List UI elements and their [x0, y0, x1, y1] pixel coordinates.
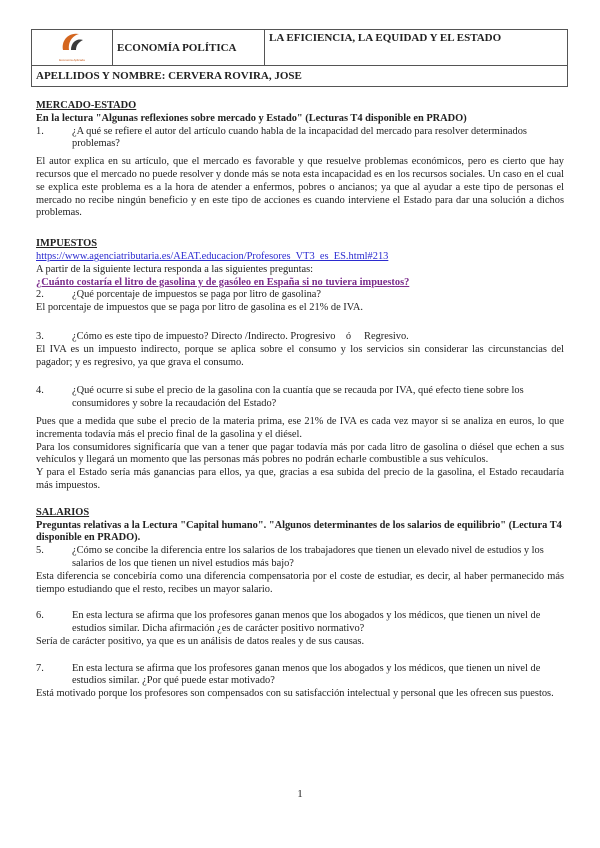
question-number: 1. [36, 125, 44, 137]
answer-3: El IVA es un impuesto indirecto, porque se aplica sobre el consumo y los servicios sin considerar las circunstancias del pagador; y es regresivo, ya que grava el consumo. [36, 343, 564, 368]
question-4 [36, 385, 564, 411]
logo-icon [59, 30, 85, 52]
logo-text: Economía Aplicada [59, 57, 85, 62]
question-text: En esta lectura se afirma que los profesores ganan menos que los abogados y los médicos, que tienen un nivel de estudios similar. ¿Por qué puede estar motivado? [72, 662, 541, 687]
question-number: 5. [36, 545, 44, 557]
question-text: ¿Cómo se concibe la diferencia entre los salarios de los trabajadores que tienen un elevado nivel de estudios y los salarios de los que tienen un nivel estudios más bajo? [72, 545, 544, 569]
question-number: 3. [36, 330, 44, 342]
answer-6: Sería de carácter positivo, ya que es un análisis de datos reales y de sus causas. [36, 635, 365, 647]
impuestos-intro: A partir de la siguiente lectura responda a las siguientes preguntas: [36, 263, 313, 275]
question-number: 4. [36, 385, 44, 397]
question-text: ¿Qué ocurre si sube el precio de la gasolina con la cuantía que se recauda por IVA, qué efecto tiene sobre los consumidores y sobre la recaudación del Estado? [72, 385, 524, 410]
answer-7: Está motivado porque los profesores son compensados con su satisfacción intelectual y personal que les ofrecen sus puestos. [36, 688, 554, 700]
section-title-mercado: MERCADO-ESTADO [36, 100, 137, 111]
answer-5: Esta diferencia se concebiría como una diferencia compensatoria por el coste de estudiar, es decir, al haber permanecido más tiempo estudiando que el resto, recibes un mayor salario. [36, 570, 564, 595]
salarios-reading: Preguntas relativas a la Lectura "Capital humano". "Algunos determinantes de los salarios de equilibrio" (Lectura T4 disponible en PRADO). [36, 519, 562, 544]
section-title-impuestos: IMPUESTOS [36, 238, 98, 250]
mercado-reading: En la lectura "Algunas reflexiones sobre mercado y Estado" (Lecturas T4 disponible en PRADO) [36, 112, 467, 124]
question-1 [36, 126, 564, 152]
document-body [36, 100, 564, 701]
answer-4-paragraph-1: Pues que a medida que sube el precio de la materia prima, ese 21% de IVA es cada vez mayor si se analiza en euros, lo que incrementa todavía más el precio final de la gasolina y el diésel. [36, 415, 564, 440]
question-number: 7. [36, 662, 44, 674]
answer-1: El autor explica en su artículo, que el mercado es favorable y que resuelve problemas económicos, pero es cierto que hay recursos que el mercado no puede resolver y donde más se nota esta incapacidad es en los recursos sociales. Un caso en el cual se explica este problema es a la hora de atender a enfermos, pobres o ancianos; ya que al ayudar a este tipo de personas el mercado no recibe ningún beneficio y en este tipo de acciones es cuando interviene el Estado para dar una solución a dichos problemas. [36, 156, 564, 219]
answer-2: El porcentaje de impuestos que se paga por litro de gasolina es el 21% de IVA. [36, 302, 364, 314]
article-headline: ¿Cuánto costaría el litro de gasolina y de gasóleo en España si no tuviera impuestos? [36, 276, 410, 288]
question-number: 6. [36, 610, 44, 622]
course-name: ECONOMÍA POLÍTICA [113, 30, 265, 66]
question-text: ¿Cómo es este tipo de impuesto? Directo /Indirecto. Progresivo ó Regresivo. [72, 330, 409, 342]
student-name: APELLIDOS Y NOMBRE: CERVERA ROVIRA, JOSE [32, 66, 568, 87]
question-number: 2. [36, 289, 44, 301]
header-table [31, 29, 568, 87]
section-title-salarios: SALARIOS [36, 506, 90, 518]
logo [54, 30, 90, 62]
question-text: En esta lectura se afirma que los profesores ganan menos que los abogados y los médicos, que tienen un nivel de estudios similar. Dicha afirmación ¿es de carácter positivo normativo? [72, 610, 541, 635]
question-text: ¿Qué porcentaje de impuestos se paga por litro de gasolina? [72, 289, 321, 301]
question-2 [36, 289, 564, 302]
question-3 [36, 331, 564, 344]
question-5 [36, 545, 564, 571]
logo-cell [32, 30, 113, 66]
answer-4-paragraph-3: Y para el Estado sería más ganancias para ellos, ya que, gracias a esa subida del precio de la gasolina, el Estado recaudaría más impuestos. [36, 467, 564, 491]
question-7 [36, 663, 564, 689]
topic-title: LA EFICIENCIA, LA EQUIDAD Y EL ESTADO [265, 30, 568, 66]
reference-link[interactable]: https://www.agenciatributaria.es/AEAT.educacion/Profesores_VT3_es_ES.html#213 [36, 250, 389, 262]
answer-4-paragraph-2: Para los consumidores significaría que van a tener que pagar todavía más por cada litro de gasolina o diésel que echen a sus vehículos y llegará un momento que las personas más pobres no podrán echarle combustible a sus vehículos. [36, 441, 564, 466]
question-6 [36, 610, 564, 636]
question-text: ¿A qué se refiere el autor del artículo cuando habla de la incapacidad del mercado para resolver determinados problemas? [72, 125, 527, 150]
page-number: 1 [297, 788, 303, 800]
